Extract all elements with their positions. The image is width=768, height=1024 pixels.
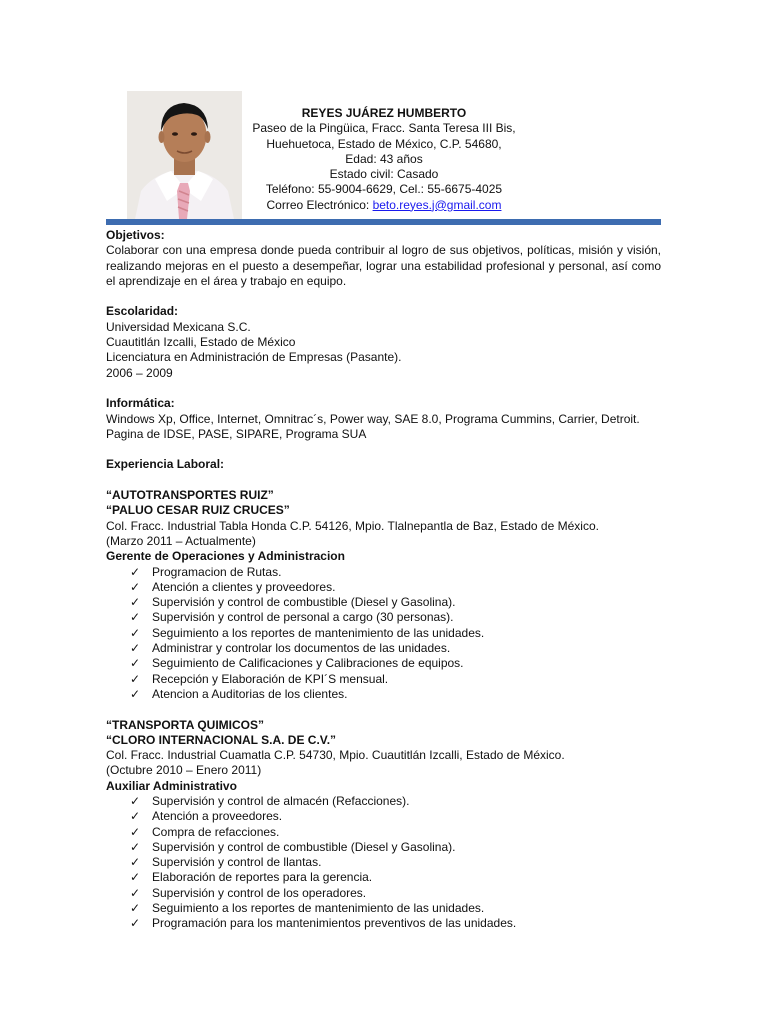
check-icon: ✓ <box>130 901 141 916</box>
company-legal-name: “PALUO CESAR RUIZ CRUCES” <box>106 503 290 518</box>
job-entry <box>106 718 661 932</box>
company-address: Col. Fracc. Industrial Cuamatla C.P. 54730, Mpio. Cuautitlán Izcalli, Estado de México. <box>106 748 565 763</box>
duty-item: ✓ Elaboración de reportes para la gerencia. <box>130 870 373 885</box>
duty-item: ✓ Supervisión y control de llantas. <box>130 855 322 870</box>
duty-item: ✓ Supervisión y control de personal a cargo (30 personas). <box>130 610 454 625</box>
duty-item: ✓ Atención a proveedores. <box>130 809 283 824</box>
duty-item: ✓ Seguimiento de Calificaciones y Calibraciones de equipos. <box>130 656 464 671</box>
education-line: Cuautitlán Izcalli, Estado de México <box>106 335 296 350</box>
duty-item: ✓ Compra de refacciones. <box>130 824 280 839</box>
civil-status: Estado civil: Casado <box>329 167 439 182</box>
email-label: Correo Electrónico: <box>266 197 373 212</box>
education-title: Escolaridad: <box>106 304 179 319</box>
duty-item: ✓ Seguimiento a los reportes de mantenimiento de las unidades. <box>130 625 485 640</box>
it-title: Informática: <box>106 396 175 411</box>
duties-list <box>106 565 661 703</box>
check-icon: ✓ <box>130 625 141 640</box>
address-line-1: Paseo de la Pingüica, Fracc. Santa Teresa III Bis, <box>252 121 516 136</box>
check-icon: ✓ <box>130 839 141 854</box>
email-line <box>250 198 518 213</box>
duty-item: ✓ Recepción y Elaboración de KPI´S mensual. <box>130 671 389 686</box>
job-role: Auxiliar Administrativo <box>106 778 237 793</box>
job-dates: (Octubre 2010 – Enero 2011) <box>106 763 262 778</box>
age: Edad: 43 años <box>345 151 423 166</box>
email-link[interactable]: beto.reyes.j@gmail.com <box>372 197 502 212</box>
check-icon: ✓ <box>130 564 141 579</box>
it-line: Pagina de IDSE, PASE, SIPARE, Programa SUA <box>106 426 367 441</box>
candidate-name: REYES JUÁREZ HUMBERTO <box>301 106 467 120</box>
check-icon: ✓ <box>130 686 141 701</box>
duty-item: ✓ Supervisión y control de combustible (Diesel y Gasolina). <box>130 839 456 854</box>
job-role: Gerente de Operaciones y Administracion <box>106 549 345 564</box>
person-portrait-icon <box>127 91 242 219</box>
objectives-title: Objetivos: <box>106 228 165 242</box>
education-line: 2006 – 2009 <box>106 365 173 380</box>
phone: Teléfono: 55-9004-6629, Cel.: 55-6675-4025 <box>265 182 503 197</box>
duty-item: ✓ Seguimiento a los reportes de mantenimiento de las unidades. <box>130 901 485 916</box>
duty-item: ✓ Programacion de Rutas. <box>130 564 282 579</box>
duty-item: ✓ Supervisión y control de almacén (Refacciones). <box>130 793 410 808</box>
duty-item: ✓ Supervisión y control de los operadores. <box>130 885 367 900</box>
company-name: “TRANSPORTA QUIMICOS” <box>106 717 264 732</box>
check-icon: ✓ <box>130 824 141 839</box>
education-line: Licenciatura en Administración de Empresas (Pasante). <box>106 350 402 365</box>
job-dates: (Marzo 2011 – Actualmente) <box>106 533 256 548</box>
experience-title: Experiencia Laboral: <box>106 457 225 472</box>
company-name: “AUTOTRANSPORTES RUIZ” <box>106 488 274 503</box>
objectives-text: Colaborar con una empresa donde pueda contribuir al logro de sus objetivos, políticas, misión y visión, realizando mejoras en el puesto a desempeñar, lograr una estabilidad profesional y personal, así como el aprendizaje en el área y trabajo en equipo. <box>106 243 661 288</box>
check-icon: ✓ <box>130 579 141 594</box>
resume-body <box>106 228 661 932</box>
duty-item: ✓ Programación para los mantenimientos preventivos de las unidades. <box>130 916 517 931</box>
company-legal-name: “CLORO INTERNACIONAL S.A. DE C.V.” <box>106 732 337 747</box>
check-icon: ✓ <box>130 885 141 900</box>
check-icon: ✓ <box>130 855 141 870</box>
header-divider <box>106 219 661 225</box>
it-line: Windows Xp, Office, Internet, Omnitrac´s, Power way, SAE 8.0, Programa Cummins, Carrier, Detroit. <box>106 411 640 426</box>
contact-header <box>250 106 518 213</box>
duty-item: ✓ Supervisión y control de combustible (Diesel y Gasolina). <box>130 595 456 610</box>
check-icon: ✓ <box>130 641 141 656</box>
job-entry <box>106 488 661 702</box>
check-icon: ✓ <box>130 671 141 686</box>
check-icon: ✓ <box>130 793 141 808</box>
check-icon: ✓ <box>130 656 141 671</box>
education-line: Universidad Mexicana S.C. <box>106 319 251 334</box>
check-icon: ✓ <box>130 870 141 885</box>
check-icon: ✓ <box>130 610 141 625</box>
company-address: Col. Fracc. Industrial Tabla Honda C.P. 54126, Mpio. Tlalnepantla de Baz, Estado de México. <box>106 518 599 533</box>
address-line-2: Huehuetoca, Estado de México, C.P. 54680, <box>266 136 502 151</box>
check-icon: ✓ <box>130 595 141 610</box>
duties-list <box>106 794 661 932</box>
profile-photo <box>127 91 242 219</box>
duty-item: ✓ Atención a clientes y proveedores. <box>130 579 336 594</box>
duty-item: ✓ Administrar y controlar los documentos de las unidades. <box>130 641 451 656</box>
check-icon: ✓ <box>130 809 141 824</box>
duty-item: ✓ Atencion a Auditorias de los clientes. <box>130 686 348 701</box>
check-icon: ✓ <box>130 916 141 931</box>
